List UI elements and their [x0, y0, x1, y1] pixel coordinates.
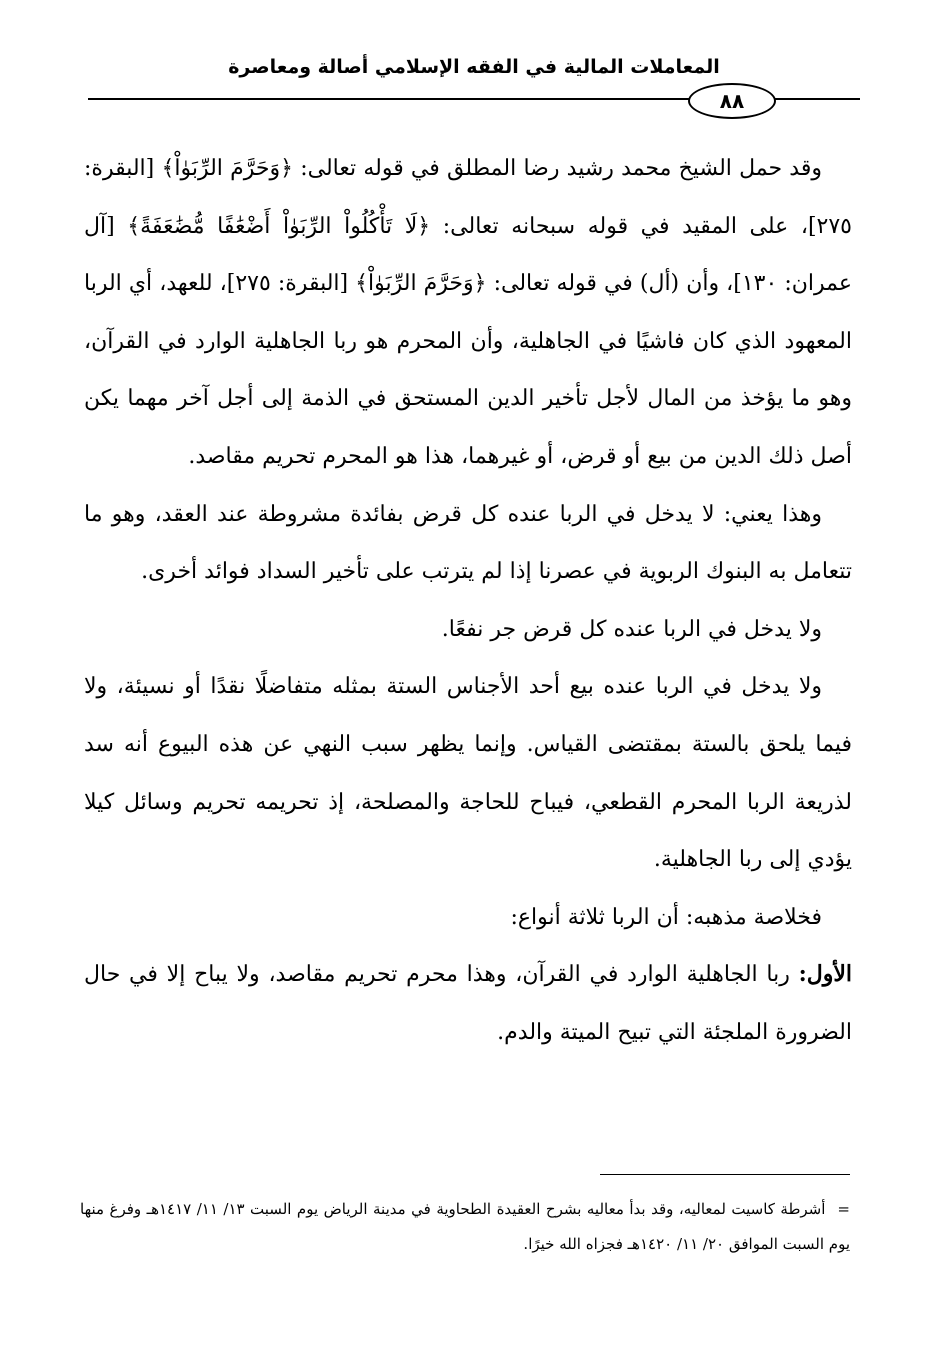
footnote: [80, 1192, 850, 1262]
paragraph-3: ولا يدخل في الربا عنده كل قرض جر نفعًا.: [441, 616, 822, 642]
footnote-marker: =: [837, 1200, 850, 1218]
footnote-rule: [600, 1174, 850, 1175]
paragraph-6-lead: الأول:: [798, 961, 852, 988]
running-header-title: المعاملات المالية في الفقه الإسلامي أصالة ومعاصرة: [228, 56, 720, 78]
paragraph-5: فخلاصة مذهبه: أن الربا ثلاثة أنواع:: [510, 904, 822, 930]
paragraph-2: وهذا يعني: لا يدخل في الربا عنده كل قرض بفائدة مشروطة عند العقد، وهو ما تتعامل به البنوك الربوية في عصرنا إذا لم يترتب على تأخير السداد فوائد أخرى.: [84, 501, 852, 585]
paragraph-6: [84, 946, 852, 1061]
footnote-text: أشرطة كاسيت لمعاليه، وقد بدأ معاليه بشرح العقيدة الطحاوية في مدينة الرياض يوم السبت ١٣/ ١١/ ١٤١٧هـ وفرغ منها يوم السبت الموافق ٢٠/ ١١/ ١٤٢٠هـ فجزاه الله خيرًا.: [80, 1200, 850, 1253]
paragraph-6-text: ربا الجاهلية الوارد في القرآن، وهذا محرم تحريم مقاصد، ولا يباح إلا في حال الضرورة الملجئة التي تبيح الميتة والدم.: [84, 962, 852, 1045]
paragraph-1: وقد حمل الشيخ محمد رشيد رضا المطلق في قوله تعالى: ﴿وَحَرَّمَ الرِّبَوٰاْ﴾ [البقرة: ٢٧٥]، على المقيد في قوله سبحانه تعالى: ﴿لَا تَأْكُلُواْ الرِّبَوٰاْ أَضْعَٰفًا مُّضَٰعَفَةً﴾ [آل عمران: ١٣٠]، وأن (أل) في قوله تعالى: ﴿وَحَرَّمَ الرِّبَوٰاْ﴾ [البقرة: ٢٧٥]، للعهد، أي الربا المعهود الذي كان فاشيًا في الجاهلية، وأن المحرم هو ربا الجاهلية الوارد في القرآن، وهو ما يؤخذ من المال لأجل تأخير الدين المستحق في الذمة إلى أجل آخر مهما يكن أصل ذلك الدين من بيع أو قرض، أو غيرهما، هذا هو المحرم تحريم مقاصد.: [84, 156, 852, 469]
paragraph-4: ولا يدخل في الربا عنده بيع أحد الأجناس الستة بمثله متفاضلًا نقدًا أو نسيئة، ولا فيما يلحق بالستة بمقتضى القياس. وإنما يظهر سبب النهي عن هذه البيوع أنه سد لذريعة الربا المحرم القطعي، فيباح للحاجة والمصلحة، إذ تحريمه تحريم وسائل كيلا يؤدي إلى ربا الجاهلية.: [84, 674, 852, 873]
main-text: [84, 140, 852, 1062]
page-number: ٨٨: [688, 83, 776, 119]
